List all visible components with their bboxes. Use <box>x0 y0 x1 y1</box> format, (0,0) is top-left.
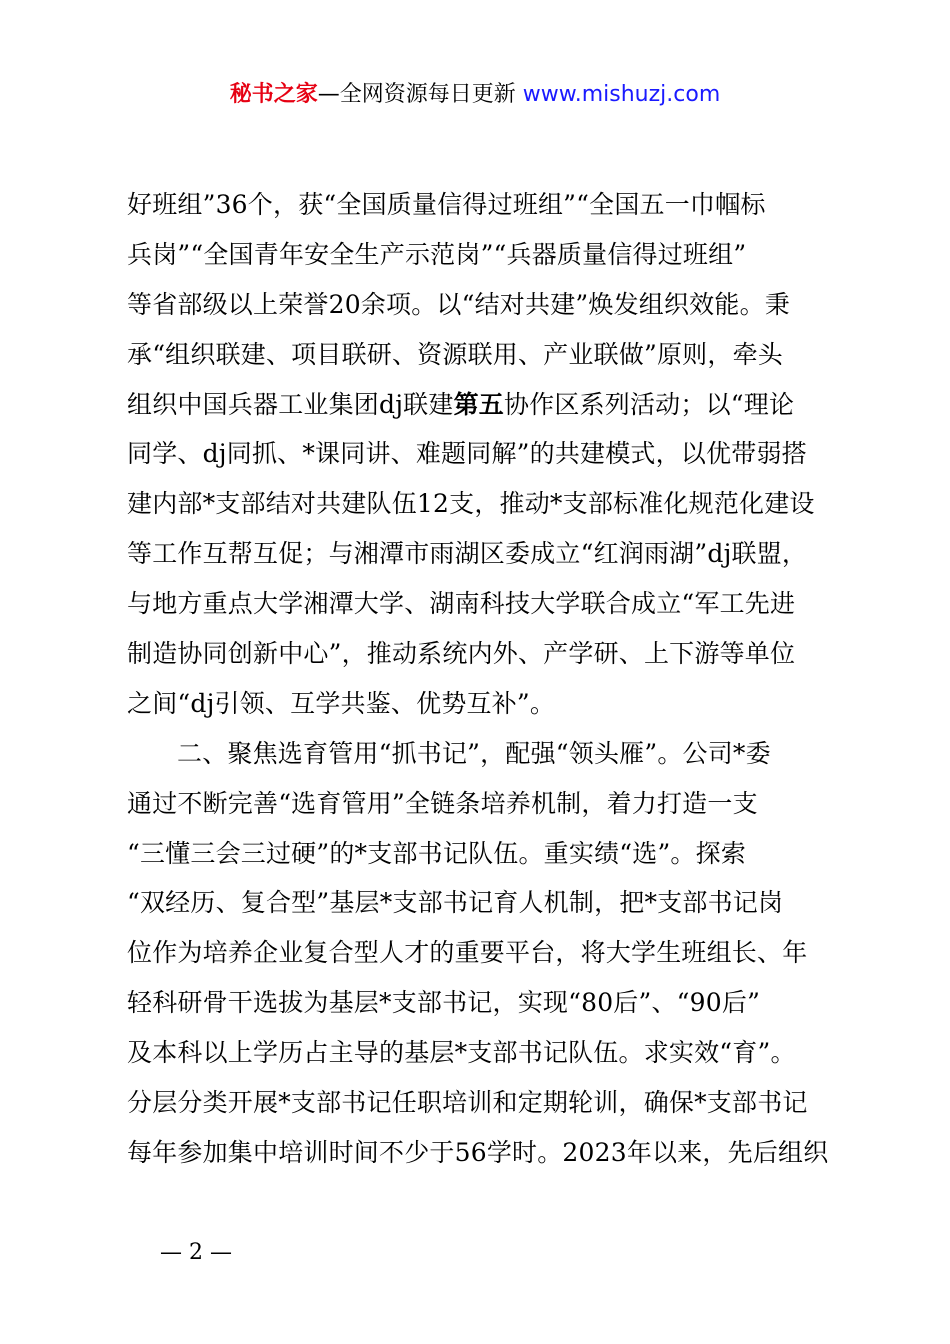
text-line: 与地方重点大学湘潭大学、湖南科技大学联合成立“军工先进 <box>127 589 796 619</box>
text-line: 每年参加集中培训时间不少于56学时。2023年以来，先后组织 <box>127 1137 829 1167</box>
text-line: 等工作互帮互促；与湘潭市雨湖区委成立“红润雨湖”dj联盟， <box>127 539 808 569</box>
text-line: 好班组”36个，获“全国质量信得过班组”“全国五一巾帼标 <box>127 190 766 219</box>
text-line: 通过不断完善“选育管用”全链条培养机制，着力打造一支 <box>127 788 758 818</box>
text-line: 兵岗”“全国青年安全生产示范岗”“兵器质量信得过班组” <box>127 239 747 269</box>
bold-emphasis: 第五 <box>453 389 504 419</box>
text-line: 建内部*支部结对共建队伍12支，推动*支部标准化规范化建设 <box>127 489 815 519</box>
document-body <box>127 180 857 1178</box>
text-line: 位作为培养企业复合型人才的重要平台，将大学生班组长、年 <box>127 938 808 968</box>
text-line: 及本科以上学历占主导的基层*支部书记队伍。求实效“育”。 <box>127 1038 796 1068</box>
text-line: 同学、dj同抓、*课同讲、难题同解”的共建模式，以优带弱搭 <box>127 439 807 469</box>
text-line: “双经历、复合型”基层*支部书记育人机制，把*支部书记岗 <box>127 888 784 918</box>
site-url-link[interactable]: www.mishuzj.com <box>522 82 721 107</box>
header-tagline: —全网资源每日更新 <box>317 82 516 107</box>
page-number: — 2 — <box>160 1240 232 1265</box>
text-segment: 协作区系列活动；以“理论 <box>503 389 795 419</box>
text-line: 轻科研骨干选拔为基层*支部书记，实现“80后”、“90后” <box>127 988 761 1018</box>
text-line: 承“组织联建、项目联研、资源联用、产业联做”原则，牵头 <box>127 339 783 369</box>
text-segment: 组织中国兵器工业集团dj联建 <box>127 389 454 419</box>
text-line: 之间“dj引领、互学共鉴、优势互补”。 <box>127 688 556 718</box>
section-heading-line: 二、聚焦选育管用“抓书记”，配强“领头雁”。公司*委 <box>177 738 771 768</box>
text-line: “三懂三会三过硬”的*支部书记队伍。重实绩“选”。探索 <box>127 838 747 868</box>
text-line: 等省部级以上荣誉20余项。以“结对共建”焕发组织效能。秉 <box>127 289 790 319</box>
text-line: 制造协同创新中心”，推动系统内外、产学研、上下游等单位 <box>127 639 796 669</box>
page-header <box>0 78 950 112</box>
text-line-with-emphasis <box>127 380 857 430</box>
brand-name: 秘书之家 <box>229 82 318 107</box>
text-line: 分层分类开展*支部书记任职培训和定期轮训，确保*支部书记 <box>127 1088 808 1118</box>
